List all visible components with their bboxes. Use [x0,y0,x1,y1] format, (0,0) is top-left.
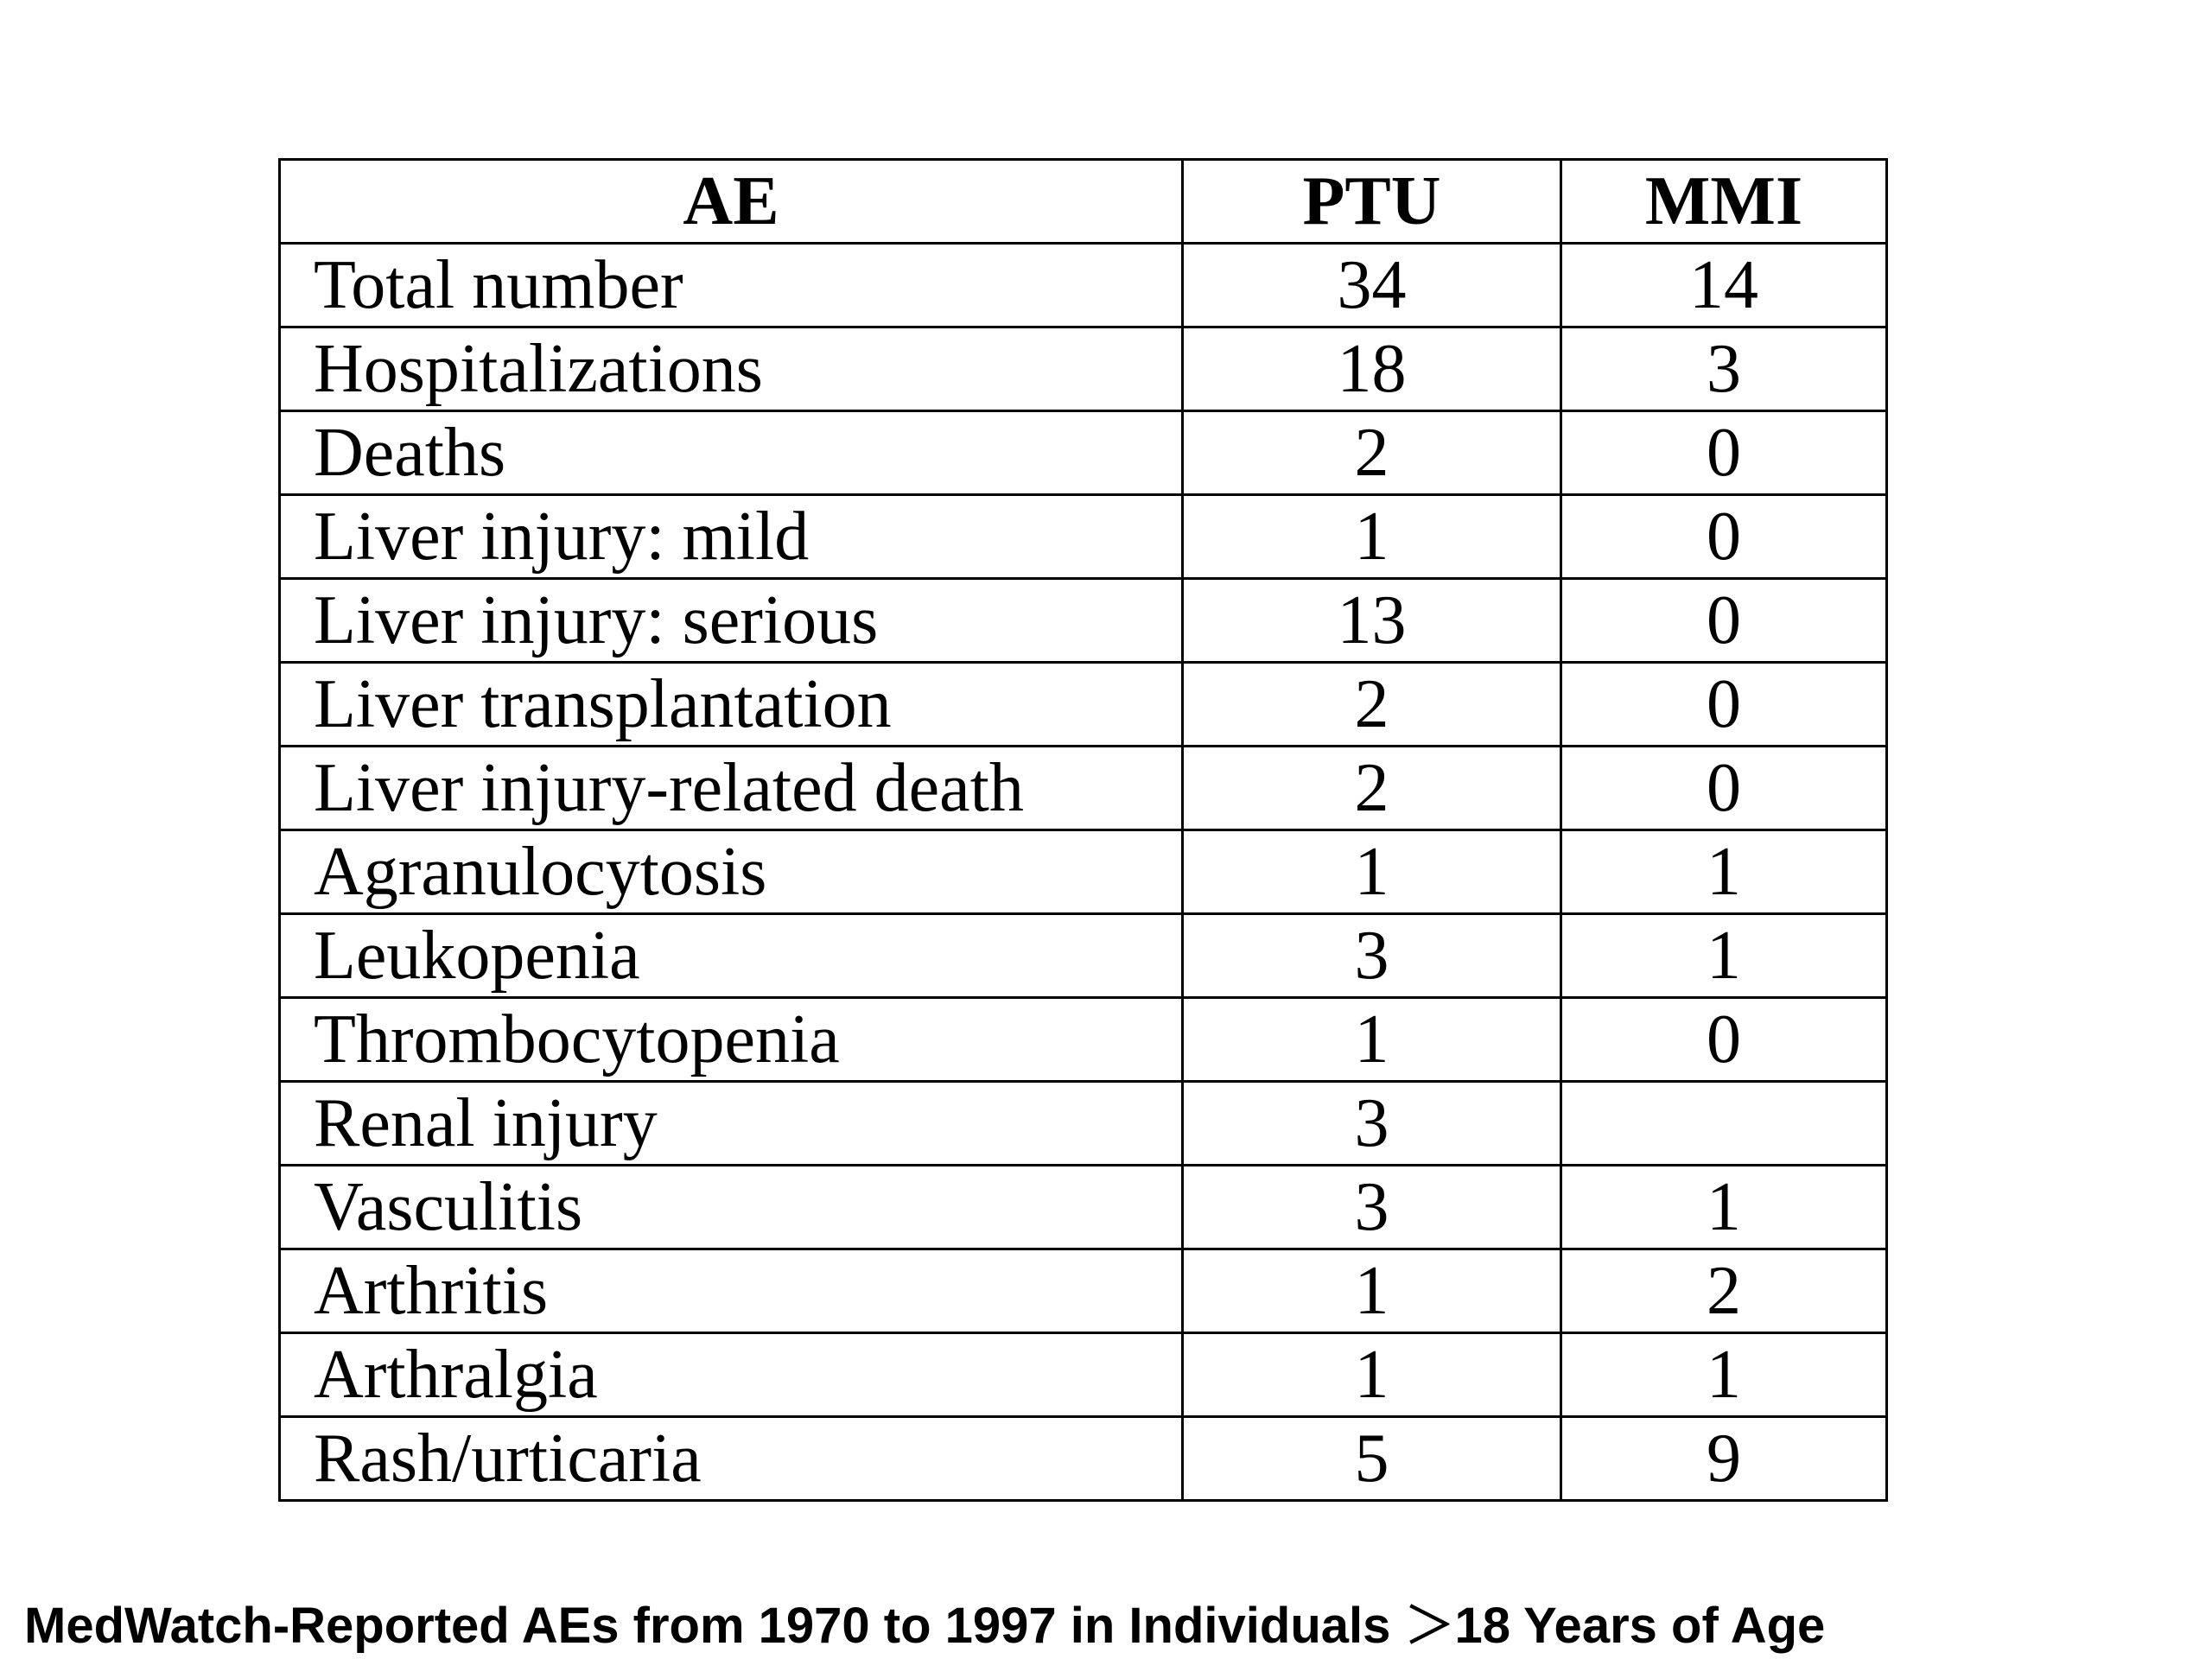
ptu-cell: 3 [1183,914,1561,998]
ae-cell: Liver injury: mild [280,495,1183,579]
ae-cell: Total number [280,244,1183,327]
ae-cell: Leukopenia [280,914,1183,998]
mmi-cell: 1 [1561,914,1887,998]
ae-cell: Arthritis [280,1249,1183,1333]
table-row [280,1249,1887,1333]
ptu-cell: 18 [1183,327,1561,411]
mmi-cell [1561,1082,1887,1166]
ptu-cell: 1 [1183,1249,1561,1333]
ptu-cell: 2 [1183,411,1561,495]
ae-cell: Liver injury-related death [280,747,1183,830]
ptu-cell: 34 [1183,244,1561,327]
ae-cell: Deaths [280,411,1183,495]
ae-cell: Liver injury: serious [280,579,1183,663]
ae-cell: Thrombocytopenia [280,998,1183,1082]
mmi-cell: 0 [1561,411,1887,495]
adverse-events-table [278,158,1888,1502]
ptu-cell: 1 [1183,830,1561,914]
ae-cell: Liver transplantation [280,663,1183,747]
table-row [280,1166,1887,1249]
mmi-cell: 9 [1561,1417,1887,1501]
mmi-cell: 2 [1561,1249,1887,1333]
mmi-cell: 14 [1561,244,1887,327]
ae-cell: Agranulocytosis [280,830,1183,914]
table-row [280,914,1887,998]
table-body [280,244,1887,1501]
mmi-cell: 1 [1561,830,1887,914]
table-row [280,747,1887,830]
table-row [280,411,1887,495]
table-row [280,830,1887,914]
header-mmi: MMI [1561,160,1887,244]
mmi-cell: 0 [1561,998,1887,1082]
ptu-cell: 13 [1183,579,1561,663]
ptu-cell: 2 [1183,747,1561,830]
table-row [280,579,1887,663]
ptu-cell: 1 [1183,998,1561,1082]
ptu-cell: 1 [1183,1333,1561,1417]
table-row [280,663,1887,747]
ptu-cell: 5 [1183,1417,1561,1501]
table-row [280,327,1887,411]
ae-cell: Vasculitis [280,1166,1183,1249]
mmi-cell: 0 [1561,495,1887,579]
table-row [280,1333,1887,1417]
ptu-cell: 1 [1183,495,1561,579]
ptu-cell: 2 [1183,663,1561,747]
table-row [280,998,1887,1082]
mmi-cell: 3 [1561,327,1887,411]
mmi-cell: 1 [1561,1333,1887,1417]
ae-cell: Renal injury [280,1082,1183,1166]
ae-cell: Rash/urticaria [280,1417,1183,1501]
ae-cell: Arthralgia [280,1333,1183,1417]
table-row [280,1417,1887,1501]
table-row [280,1082,1887,1166]
header-ae: AE [280,160,1183,244]
table-header-row [280,160,1887,244]
table-row [280,244,1887,327]
mmi-cell: 1 [1561,1166,1887,1249]
ptu-cell: 3 [1183,1166,1561,1249]
table-row [280,495,1887,579]
header-ptu: PTU [1183,160,1561,244]
ptu-cell: 3 [1183,1082,1561,1166]
mmi-cell: 0 [1561,579,1887,663]
ae-cell: Hospitalizations [280,327,1183,411]
table-caption: MedWatch-Reported AEs from 1970 to 1997 in Individuals ＞18 Years of Age [24,1598,1826,1654]
mmi-cell: 0 [1561,747,1887,830]
mmi-cell: 0 [1561,663,1887,747]
